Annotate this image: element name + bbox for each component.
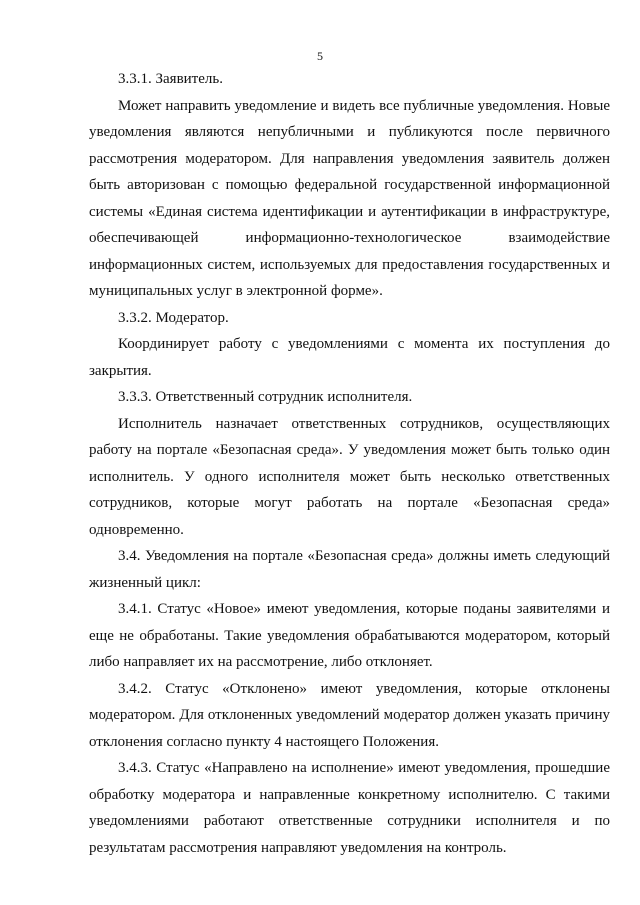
paragraph-section-3-4: 3.4. Уведомления на портале «Безопасная среда» должны иметь следующий жизненный цикл: bbox=[89, 548, 610, 591]
section-heading-3-3-2: 3.3.2. Модератор. bbox=[118, 309, 229, 326]
paragraph-executor-description: Исполнитель назначает ответственных сотрудников, осуществляющих работу на портале «Безопасная среда». У уведомления может быть только один исполнитель. У одного исполнителя может быть несколько ответственных сотрудников, которые могут работать на портале «Безопасная среда» одновременно. bbox=[89, 415, 610, 538]
page-number: 5 bbox=[317, 49, 323, 63]
paragraph-section-3-4-1: 3.4.1. Статус «Новое» имеют уведомления, которые поданы заявителями и еще не обработаны. Такие уведомления обрабатываются модератором, который либо направляет их на рассмотрение, либо отклоняет. bbox=[89, 601, 610, 670]
section-heading-3-3-3: 3.3.3. Ответственный сотрудник исполнителя. bbox=[118, 389, 413, 405]
paragraph-section-3-4-2: 3.4.2. Статус «Отклонено» имеют уведомления, которые отклонены модератором. Для отклоненных уведомлений модератор должен указать причину отклонения согласно пункту 4 настоящего Положения. bbox=[89, 680, 610, 750]
document-body bbox=[89, 66, 610, 861]
paragraph-applicant-description: Может направить уведомление и видеть все публичные уведомления. Новые уведомления являются непубличными и публикуются после первичного рассмотрения модератором. Для направления уведомления заявитель должен быть авторизован с помощью федеральной государственной информационной системы «Единая система идентификации и аутентификации в инфраструктуре, обеспечивающей информационно-технологическое взаимодействие информационных систем, используемых для предоставления государственных и муниципальных услуг в электронной форме». bbox=[89, 97, 610, 299]
paragraph-moderator-description: Координирует работу с уведомлениями с момента их поступления до закрытия. bbox=[89, 336, 610, 379]
section-heading-3-3-1: 3.3.1. Заявитель. bbox=[118, 71, 223, 87]
paragraph-section-3-4-3: 3.4.3. Статус «Направлено на исполнение» имеют уведомления, прошедшие обработку модератора и направленные конкретному исполнителю. С такими уведомлениями работают ответственные сотрудники исполнителя и по результатам рассмотрения направляют уведомления на контроль. bbox=[89, 760, 610, 856]
